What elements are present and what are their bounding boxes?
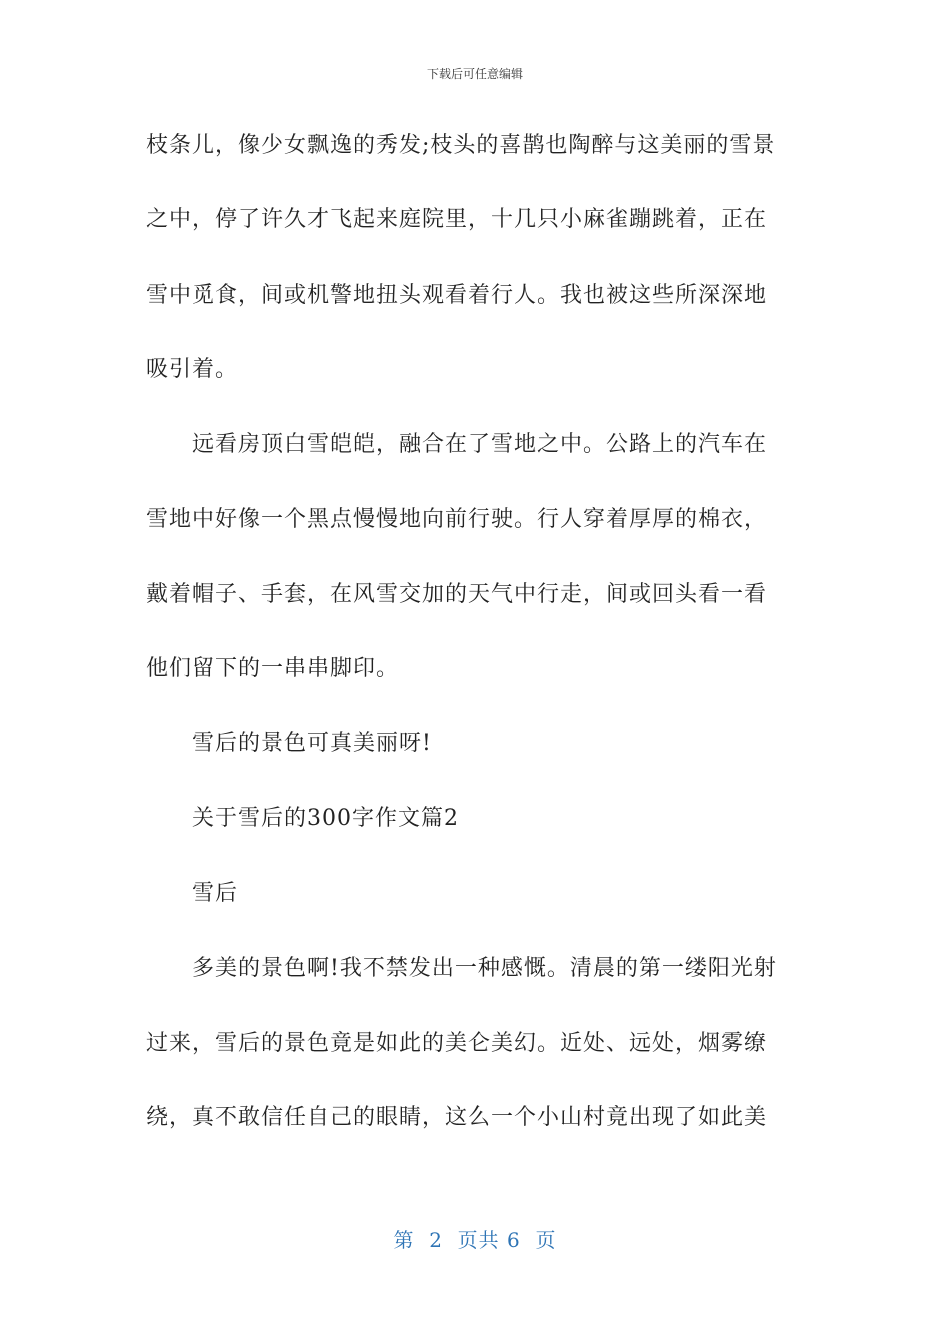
text-line: 雪中觅食，间或机警地扭头观看着行人。我也被这些所深深地: [146, 283, 768, 308]
text-line: 枝条儿，像少女飘逸的秀发;枝头的喜鹊也陶醉与这美丽的雪景: [146, 133, 776, 158]
text-line: 雪地中好像一个黑点慢慢地向前行驶。行人穿着厚厚的棉衣，: [146, 507, 768, 532]
text-line: 他们留下的一串串脚印。: [146, 656, 400, 681]
text-line: 过来，雪后的景色竟是如此的美仑美幻。近处、远处，烟雾缭: [146, 1031, 768, 1056]
text-line: 远看房顶白雪皑皑，融合在了雪地之中。公路上的汽车在: [192, 432, 768, 457]
page-header: 下载后可任意编辑: [426, 67, 523, 81]
text-line: 吸引着。: [146, 357, 239, 382]
text-line: 绕，真不敢信任自己的眼睛，这么一个小山村竟出现了如此美: [146, 1105, 768, 1130]
page-footer: 第 2 页共 6 页: [393, 1228, 557, 1252]
text-line: 之中，停了许久才飞起来庭院里，十几只小麻雀蹦跳着，正在: [146, 207, 768, 232]
section-heading: 关于雪后的300字作文篇2: [192, 806, 459, 831]
text-line: 雪后的景色可真美丽呀!: [192, 731, 432, 756]
essay-title: 雪后: [192, 881, 239, 906]
text-line: 戴着帽子、手套，在风雪交加的天气中行走，间或回头看一看: [146, 582, 768, 607]
text-line: 多美的景色啊!我不禁发出一种感慨。清晨的第一缕阳光射: [192, 956, 777, 981]
